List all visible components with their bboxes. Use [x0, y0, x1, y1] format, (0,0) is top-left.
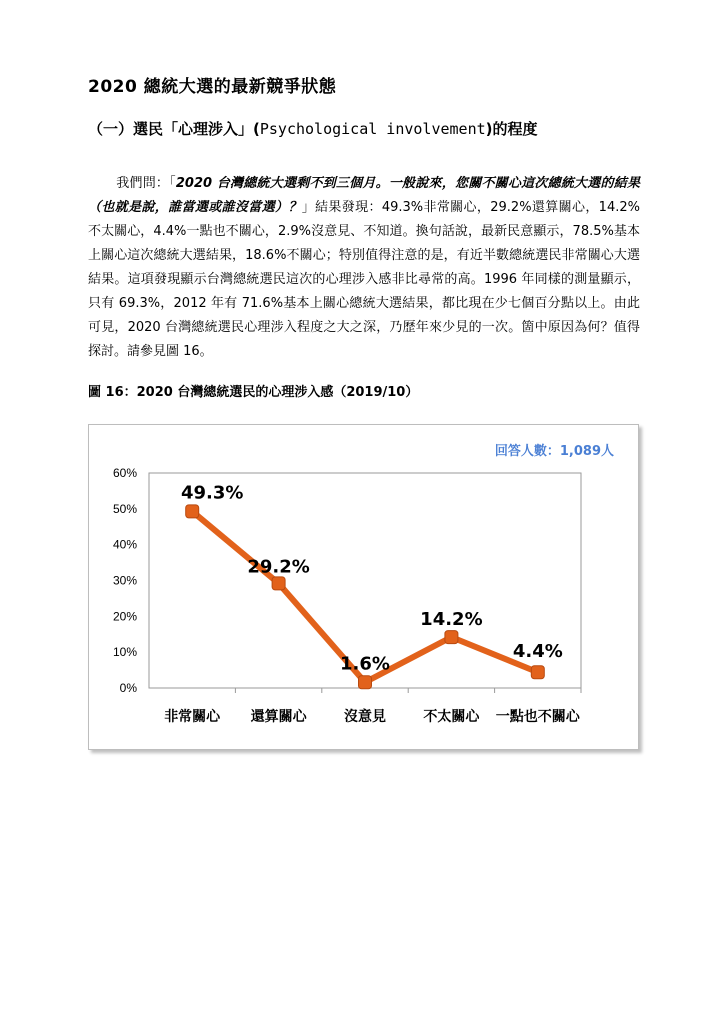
data-point [272, 577, 285, 590]
data-label: 1.6% [340, 653, 390, 675]
data-point [445, 631, 458, 644]
data-point [531, 666, 544, 679]
paragraph-lead: 我們問：「 [116, 176, 176, 191]
y-tick-label: 0% [119, 681, 137, 695]
y-tick-label: 40% [112, 537, 137, 552]
x-tick-label: 不太關心 [423, 709, 480, 725]
data-point [186, 505, 199, 518]
data-point [359, 676, 372, 689]
body-paragraph [88, 172, 640, 364]
x-tick-label: 一點也不關心 [495, 709, 580, 725]
section-title-suffix: )的程度 [485, 120, 538, 138]
page-title: 2020 總統大選的最新競爭狀態 [88, 77, 337, 97]
y-tick-label: 10% [112, 645, 137, 660]
line-chart [89, 425, 638, 749]
x-tick-label: 沒意見 [344, 709, 386, 725]
paragraph-body: 」結果發現：49.3%非常關心，29.2%還算關心，14.2%不太關心，4.4%一點也不關心，2.9%沒意見、不知道。換句話說，最新民意顯示，78.5%基本上關心這次總統大選結果，18.6%不關心；特別值得注意的是，有近半數總統選民非常關心大選結果。這項發現顯示台灣總統選民這次的心理涉入感非比尋常的高。1996 年同樣的測量顯示，只有 69.3%，2012 年有 71.6%基本上關心總統大選結果，都比現在少七個百分點以上。由此可見，2020 台灣總統選民心理涉入程度之大之深，乃歷年來少見的一次。箇中原因為何？值得探討。請參見圖 16。 [88, 200, 640, 359]
figure-caption: 圖 16：2020 台灣總統選民的心理涉入感（2019/10） [88, 385, 419, 400]
data-label: 29.2% [247, 556, 310, 578]
section-title [88, 118, 538, 139]
respondent-count-annotation: 回答人數：1,089人 [494, 444, 614, 459]
survey-question: 2020 台灣總統大選剩不到三個月。一般說來，您關不關心這次總統大選的結果（也就是說，誰當選或誰沒當選）？ [88, 176, 640, 215]
y-tick-label: 60% [112, 466, 137, 480]
data-label: 14.2% [420, 609, 483, 631]
y-tick-label: 20% [112, 609, 137, 624]
data-label: 49.3% [180, 482, 244, 504]
x-tick-label: 還算關心 [250, 709, 307, 725]
x-tick-label: 非常關心 [164, 709, 221, 725]
y-tick-label: 30% [112, 573, 137, 588]
data-label: 4.4% [512, 641, 563, 663]
section-title-term: Psychological involvement [259, 120, 486, 138]
section-title-prefix: （一）選民「心理涉入」( [88, 120, 260, 138]
chart-frame [88, 424, 639, 750]
y-tick-label: 50% [112, 501, 137, 516]
